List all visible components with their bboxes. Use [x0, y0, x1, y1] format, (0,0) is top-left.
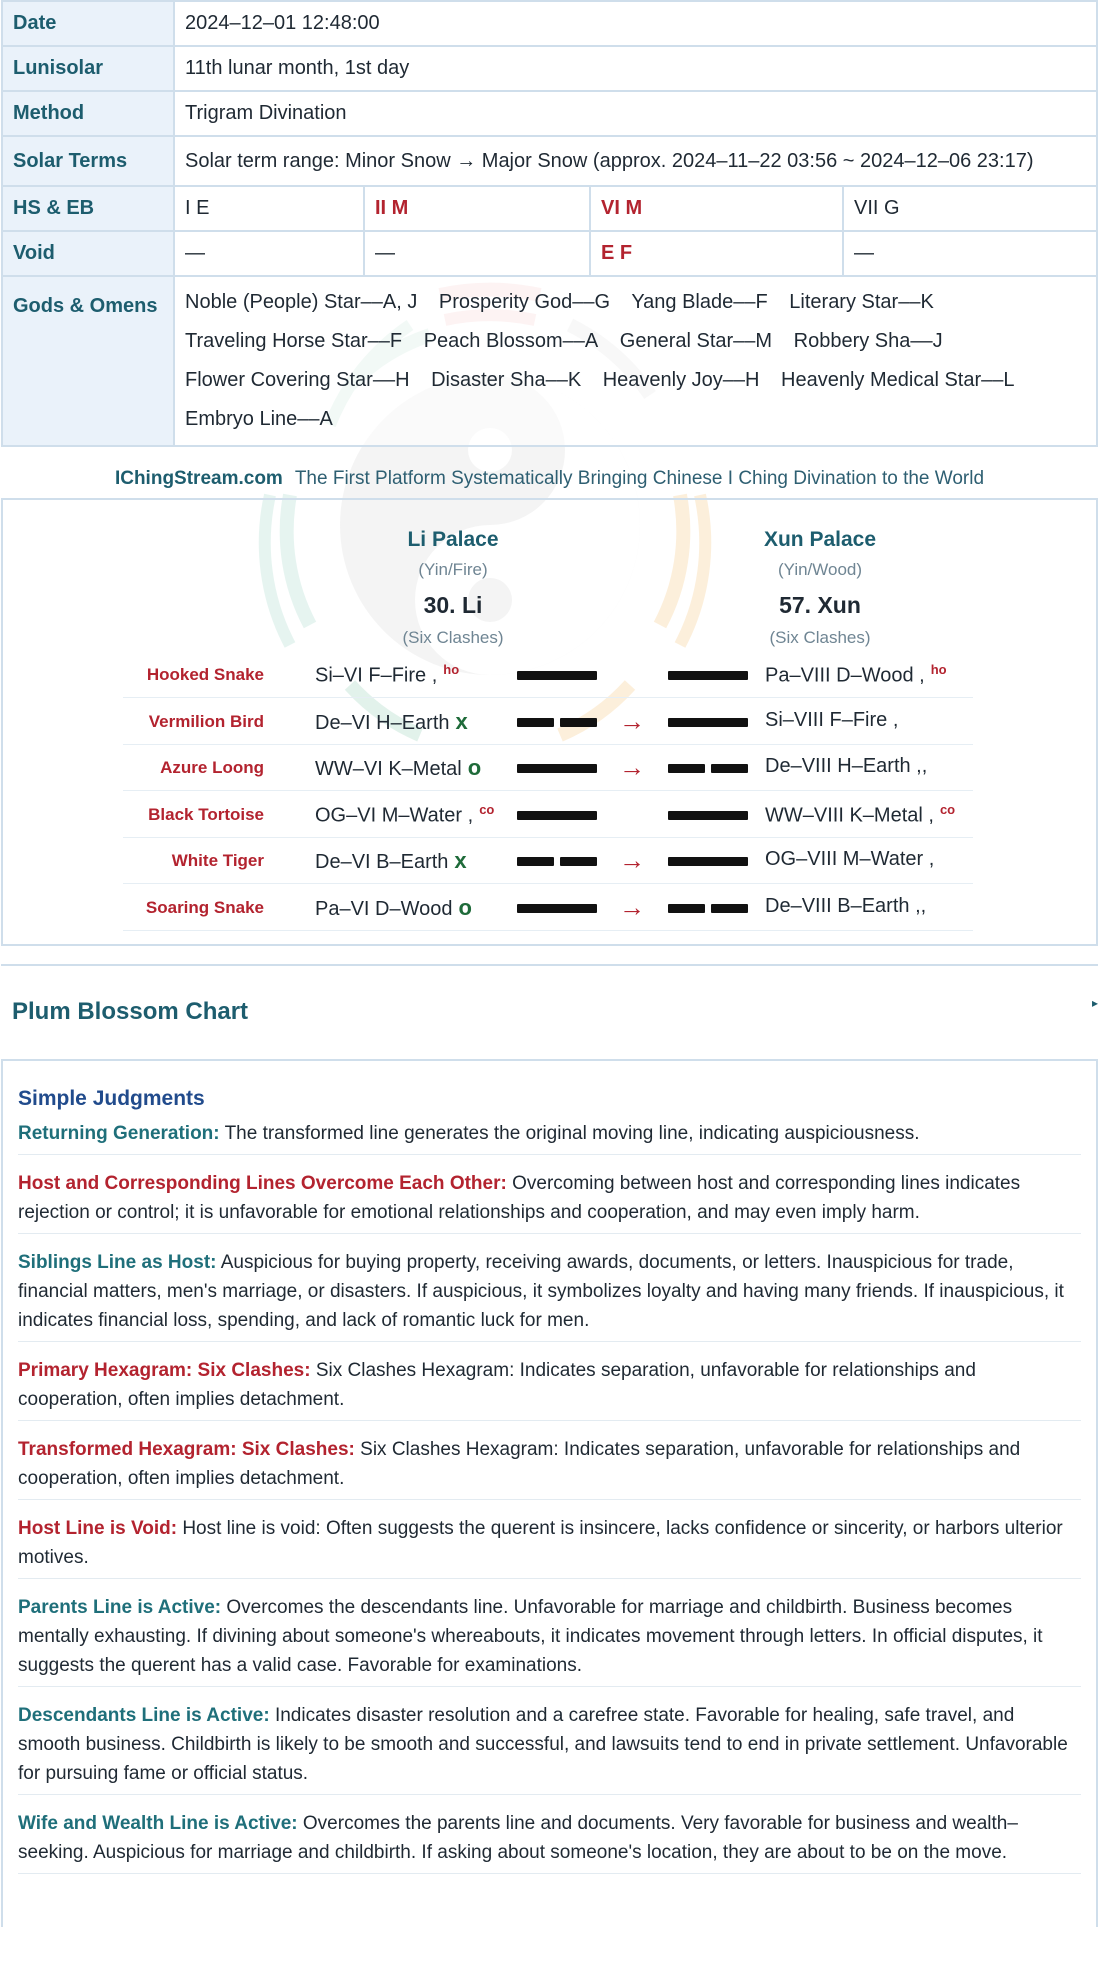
yin-segment	[560, 718, 597, 727]
original-line-text: WW–VI K–Metal	[315, 758, 462, 780]
yang-segment	[517, 671, 597, 680]
lunisolar-label: Lunisolar	[2, 46, 174, 91]
transformed-line-text: OG–VIII M–Water ,	[765, 848, 935, 870]
god-item: Heavenly Joy––H	[602, 369, 760, 391]
six-god-label: White Tiger	[171, 851, 264, 870]
god-item: Heavenly Medical Star––L	[781, 369, 1015, 391]
god-item: Yang Blade––F	[631, 291, 768, 313]
moving-mark: o	[458, 894, 472, 920]
yang-segment	[668, 857, 748, 866]
judgment-label: Parents Line is Active:	[18, 1597, 222, 1618]
method-label: Method	[2, 91, 174, 136]
original-line-label	[315, 802, 494, 828]
yin-segment	[517, 857, 554, 866]
change-arrow-icon: →	[619, 845, 645, 875]
original-line-text: De–VI H–Earth	[315, 711, 450, 734]
judgment-item	[18, 1809, 1081, 1874]
line-role-tag: co	[939, 801, 956, 817]
judgment-label: Siblings Line as Host:	[18, 1252, 217, 1273]
primary-palace: Li Palace	[407, 528, 499, 551]
judgment-list	[18, 1119, 1081, 1874]
original-line-text: De–VI B–Earth	[315, 851, 449, 873]
yang-segment	[668, 811, 748, 820]
original-line-label	[315, 848, 467, 874]
transformed-line-glyph	[668, 718, 748, 727]
god-item: Literary Star––K	[789, 291, 934, 313]
hs-eb-hour: VII G	[843, 186, 1097, 231]
original-line-text: Si–VI F–Fire ,	[315, 664, 438, 687]
primary-clash: (Six Clashes)	[402, 628, 504, 647]
judgment-text: Six Clashes Hexagram: Indicates separation, unfavorable for relationships and cooperation, often implies detachment.	[18, 1439, 1021, 1489]
lunisolar-value: 11th lunar month, 1st day	[174, 46, 1097, 91]
gods-label: Gods & Omens	[2, 276, 174, 446]
date-row	[2, 1, 1097, 46]
date-value: 2024–12–01 12:48:00	[174, 1, 1097, 46]
line-role-tag: ho	[930, 662, 947, 677]
line-role-tag: ho	[443, 662, 460, 677]
yin-segment	[668, 764, 705, 773]
transformed-line-text: Si–VIII F–Fire ,	[765, 708, 899, 731]
tagline-text: The First Platform Systematically Bringing Chinese I Ching Divination to the World	[294, 468, 985, 489]
judgment-item	[18, 1701, 1081, 1795]
original-line-glyph	[517, 718, 597, 727]
transformed-line-label	[765, 802, 955, 828]
transformed-line-glyph	[668, 671, 748, 680]
plum-blossom-header[interactable]	[0, 966, 1099, 1059]
original-line-label	[315, 662, 459, 688]
yang-segment	[668, 671, 748, 680]
simple-judgments-panel	[1, 1059, 1098, 1927]
yin-segment	[517, 718, 554, 727]
hexagram-panel	[1, 498, 1098, 946]
yang-segment	[517, 811, 597, 820]
void-year: —	[174, 231, 364, 276]
simple-judgments-title: Simple Judgments	[18, 1087, 205, 1110]
transformed-line-label	[765, 709, 898, 732]
yin-segment	[711, 764, 748, 773]
yang-segment	[517, 764, 597, 773]
six-god-label: Black Tortoise	[148, 804, 264, 824]
judgment-text: Indicates disaster resolution and a carefree state. Favorable for healing, safe travel, and smooth business. Childbirth is likely to be smooth and successful, and lawsuits tend to end in private settlement. Unfavorable for pursuing fame or official status.	[18, 1705, 1068, 1784]
gods-row	[2, 276, 1097, 446]
moving-mark: x	[454, 848, 467, 873]
judgment-text: Host line is void: Often suggests the querent is insincere, lacks confidence or sincerity, or harbors ulterior motives.	[18, 1518, 1063, 1568]
original-line-text: OG–VI M–Water ,	[315, 804, 474, 827]
primary-element: (Yin/Fire)	[418, 560, 488, 579]
change-arrow-icon: →	[619, 891, 645, 922]
method-value: Trigram Divination	[174, 91, 1097, 136]
hs-eb-month: II M	[364, 186, 590, 231]
moving-mark: x	[455, 708, 468, 734]
transformed-line-text: De–VIII B–Earth ,,	[765, 894, 927, 917]
judgment-text: Auspicious for buying property, receiving awards, documents, or letters. Inauspicious for trade, financial matters, men's marriage, or disasters. If auspicious, it symbolizes loyalty and having many friends. If inauspicious, it indicates financial loss, spending, and lack of romantic luck for men.	[18, 1252, 1064, 1331]
judgment-text: Six Clashes Hexagram: Indicates separation, unfavorable for relationships and cooperation, often implies detachment.	[18, 1360, 976, 1410]
judgment-label: Transformed Hexagram: Six Clashes:	[18, 1439, 355, 1460]
hexagram-line-row	[123, 653, 973, 698]
yang-segment	[668, 718, 748, 727]
transformed-line-glyph	[668, 811, 748, 820]
original-line-glyph	[517, 857, 597, 866]
void-day: E F	[590, 231, 843, 276]
hs-eb-day: VI M	[590, 186, 843, 231]
original-line-label	[315, 709, 468, 735]
judgment-item	[18, 1514, 1081, 1579]
judgment-item	[18, 1119, 1081, 1155]
site-link[interactable]: IChingStream.com	[114, 468, 283, 489]
solar-terms-row	[2, 136, 1097, 186]
transformed-palace: Xun Palace	[763, 528, 877, 551]
transformed-clash: (Six Clashes)	[769, 628, 871, 647]
transformed-line-glyph	[668, 857, 748, 866]
solar-terms-value: Solar term range: Minor Snow → Major Snow (approx. 2024–11–22 03:56 ~ 2024–12–06 23:17)	[174, 136, 1097, 186]
original-line-glyph	[517, 671, 597, 680]
hs-eb-year: I E	[174, 186, 364, 231]
void-hour: —	[843, 231, 1097, 276]
judgment-item	[18, 1593, 1081, 1687]
primary-hexagram-header	[343, 528, 563, 648]
yin-segment	[711, 904, 748, 913]
hs-eb-label: HS & EB	[2, 186, 174, 231]
judgment-label: Host and Corresponding Lines Overcome Each Other:	[18, 1173, 507, 1194]
judgment-text: The transformed line generates the original moving line, indicating auspiciousness.	[224, 1123, 920, 1144]
date-label: Date	[2, 1, 174, 46]
yang-segment	[517, 904, 597, 913]
transformed-line-text: WW–VIII K–Metal ,	[765, 804, 934, 827]
gods-list	[174, 276, 1097, 446]
hs-eb-row	[2, 186, 1097, 231]
judgment-item	[18, 1356, 1081, 1421]
judgment-text: Overcomes the descendants line. Unfavorable for marriage and childbirth. Business becomes mentally exhausting. If divining about someone's whereabouts, it indicates movement through letters. In official disputes, it suggests the querent has a valid case. Favorable for examinations.	[18, 1597, 1043, 1676]
change-arrow-icon: →	[619, 705, 645, 736]
site-tagline	[0, 447, 1099, 498]
judgment-label: Returning Generation:	[18, 1123, 220, 1144]
lunisolar-row	[2, 46, 1097, 91]
god-item: Traveling Horse Star––F	[185, 330, 403, 352]
judgment-label: Host Line is Void:	[18, 1518, 178, 1539]
expand-triangle-icon[interactable]: ▸	[1091, 996, 1098, 1010]
hexagram-line-row	[123, 746, 973, 791]
yin-segment	[668, 904, 705, 913]
god-item: Prosperity God––G	[438, 291, 611, 313]
six-god-label: Vermilion Bird	[148, 711, 264, 731]
hexagram-line-row	[123, 793, 973, 838]
hexagram-line-row	[123, 886, 973, 931]
solar-terms-label: Solar Terms	[2, 136, 174, 186]
void-label: Void	[2, 231, 174, 276]
transformed-line-text: De–VIII H–Earth ,,	[765, 755, 928, 777]
transformed-element: (Yin/Wood)	[777, 560, 863, 579]
hexagram-line-row	[123, 700, 973, 745]
god-item: Robbery Sha––J	[793, 330, 943, 352]
void-row	[2, 231, 1097, 276]
judgment-item	[18, 1169, 1081, 1234]
original-line-glyph	[517, 764, 597, 773]
judgment-label: Wife and Wealth Line is Active:	[18, 1813, 298, 1834]
six-god-label: Soaring Snake	[145, 897, 264, 917]
original-line-label	[315, 755, 481, 781]
six-god-label: Hooked Snake	[146, 665, 264, 684]
divination-info-table	[1, 0, 1098, 447]
original-line-label	[315, 895, 472, 921]
judgment-text: Overcoming between host and corresponding lines indicates rejection or control; it is unfavorable for emotional relationships and cooperation, and may even imply harm.	[18, 1173, 1021, 1223]
six-god-label: Azure Loong	[160, 758, 264, 777]
plum-blossom-title: Plum Blossom Chart	[12, 998, 249, 1025]
transformed-line-glyph	[668, 904, 748, 913]
hexagram-line-row	[123, 839, 973, 884]
method-row	[2, 91, 1097, 136]
judgment-text: Overcomes the parents line and documents. Very favorable for business and wealth–seeking. Auspicious for marriage and childbirth. If asking about someone's location, they are about to be on the move.	[18, 1813, 1018, 1863]
transformed-line-label	[765, 895, 926, 918]
void-month: —	[364, 231, 590, 276]
judgment-item	[18, 1435, 1081, 1500]
yin-segment	[560, 857, 597, 866]
god-item: Flower Covering Star––H	[185, 369, 410, 391]
transformed-line-text: Pa–VIII D–Wood ,	[765, 664, 925, 687]
judgment-label: Descendants Line is Active:	[18, 1705, 270, 1726]
transformed-hexagram-name: 57. Xun	[779, 592, 861, 618]
god-item: General Star––M	[619, 330, 773, 352]
transformed-hexagram-header	[710, 528, 930, 648]
god-item: Peach Blossom––A	[423, 330, 599, 352]
transformed-line-label	[765, 755, 927, 778]
god-item: Noble (People) Star––A, J	[185, 291, 418, 313]
original-line-glyph	[517, 811, 597, 820]
god-item: Disaster Sha––K	[431, 369, 582, 391]
judgment-label: Primary Hexagram: Six Clashes:	[18, 1360, 311, 1381]
god-item: Embryo Line––A	[185, 408, 333, 430]
transformed-line-label	[765, 848, 934, 871]
line-role-tag: co	[479, 801, 495, 817]
primary-hexagram-name: 30. Li	[423, 592, 483, 618]
transformed-line-glyph	[668, 764, 748, 773]
change-arrow-icon: →	[619, 752, 645, 782]
judgment-item	[18, 1248, 1081, 1342]
transformed-line-label	[765, 662, 947, 688]
original-line-glyph	[517, 904, 597, 913]
moving-mark: o	[467, 755, 482, 780]
original-line-text: Pa–VI D–Wood	[315, 897, 453, 920]
